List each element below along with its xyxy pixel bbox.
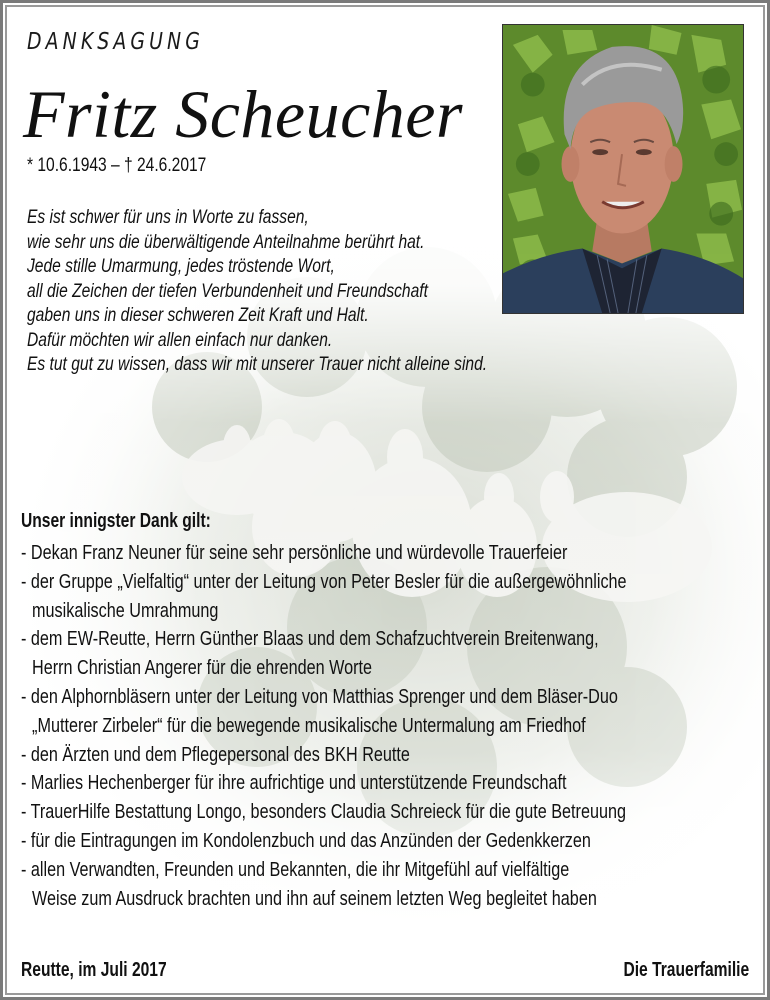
thanks-item-continuation: Herrn Christian Angerer für die ehrenden Worte [32,656,373,680]
thanks-item: - Dekan Franz Neuner für seine sehr persönliche und würdevolle Trauerfeier [21,541,568,564]
portrait-photo [502,24,744,314]
notice-card [5,5,765,995]
thanks-item: - dem EW-Reutte, Herrn Günther Blaas und dem Schafzuchtverein Breitenwang, [21,627,599,651]
place-and-date: Reutte, im Juli 2017 [21,959,167,981]
eye [636,149,652,155]
poem-line: Es tut gut zu wissen, dass wir mit unserer Trauer nicht alleine sind. [27,353,488,375]
thanks-item: - den Ärzten und dem Pflegepersonal des BKH Reutte [21,742,410,766]
thanks-list [21,539,627,913]
deceased-name: Fritz Scheucher [23,76,463,152]
thanks-item: - allen Verwandten, Freunden und Bekannten, die ihr Mitgefühl auf vielfältige [21,857,570,881]
thanks-item-continuation: musikalische Umrahmung [32,598,219,622]
thanks-item: - der Gruppe „Vielfaltig“ unter der Leitung von Peter Besler für die außergewöhnliche [21,569,627,593]
eye [592,149,608,155]
poem-line: Jede stille Umarmung, jedes tröstende Wort, [27,255,335,277]
poem-line: gaben uns in dieser schweren Zeit Kraft und Halt. [27,304,369,326]
poem-line: Es ist schwer für uns in Worte zu fassen, [27,206,309,228]
poem-line: wie sehr uns die überwältigende Anteilnahme berührt hat. [27,230,425,253]
thanks-item: - den Alphornbläsern unter der Leitung von Matthias Sprenger und dem Bläser-Duo [21,684,618,708]
thanks-item: - TrauerHilfe Bestattung Longo, besonders Claudia Schreieck für die gute Betreuung [21,800,626,824]
thanks-item-continuation: Weise zum Ausdruck brachten und ihn auf seinem letzten Weg begleitet haben [32,886,597,910]
thanks-item-continuation: „Mutterer Zirbeler“ für die bewegende musikalische Untermalung am Friedhof [32,713,586,737]
notice-type-heading: DANKSAGUNG [27,29,204,55]
poem-line: Dafür möchten wir allen einfach nur danken. [27,328,333,351]
thanks-item: - für die Eintragungen im Kondolenzbuch und das Anzünden der Gedenkkerzen [21,828,591,852]
thanks-heading: Unser innigster Dank gilt: [21,510,211,532]
poem [27,205,487,377]
poem-line: all die Zeichen der tiefen Verbundenheit und Freundschaft [27,279,428,302]
life-dates: * 10.6.1943 – † 24.6.2017 [27,155,207,176]
signature: Die Trauerfamilie [623,959,749,981]
thanks-item: - Marlies Hechenberger für ihre aufrichtige und unterstützende Freundschaft [21,771,567,795]
